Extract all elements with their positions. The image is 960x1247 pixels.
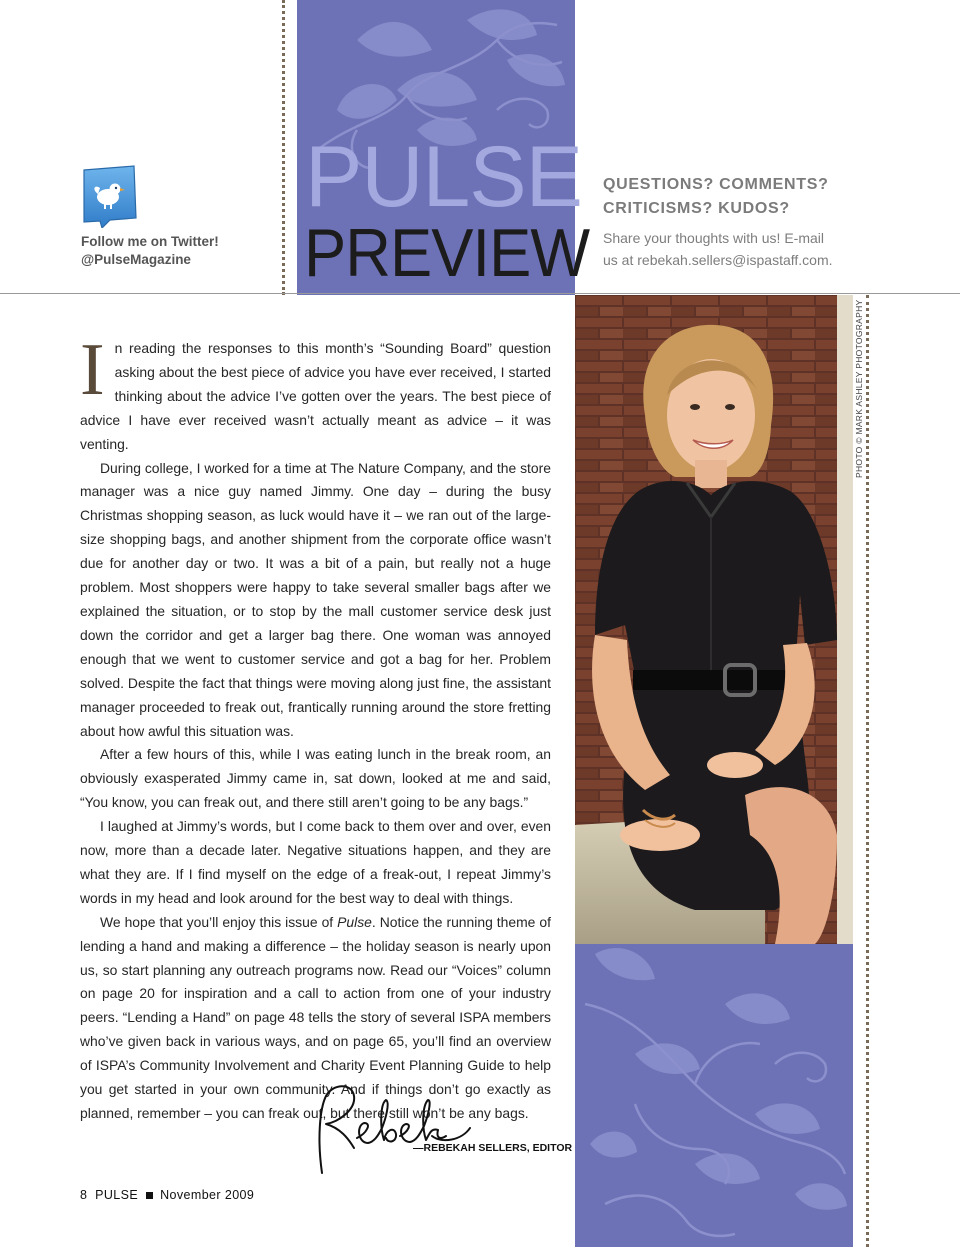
paragraph-text: . Notice the running theme of lending a hand and making a difference – the holiday season is nearly upon us, so start planning any outreach programs now. Read our “Voices” column on page 20 for inspiration and a call to action from one of your industry peers. “Lending a Hand” on page 48 tells the story of several ISPA members who’ve given back in various ways, and on page 65, you’ll find an overview of ISPA’s Community Involvement and Charity Event Planning Guide to help you get started in your own community. And if things don’t go exactly as planned, remember – you can freak out, but there still won’t be any bags. — [80, 913, 551, 1121]
questions-heading: QUESTIONS? COMMENTS? — [603, 176, 829, 193]
paragraph — [80, 329, 551, 457]
paragraph: I laughed at Jimmy’s words, but I come back to them over and over, even now, more than a decade later. Negative situations happen, and they are what they are. If I find myself on the edge of a freak-out, I repeat Jimmy’s words in my head and look around for the best way to deal with things. — [80, 818, 551, 906]
twitter-bird-icon[interactable] — [80, 164, 138, 228]
square-bullet-icon — [146, 1192, 153, 1199]
photo-credit: PHOTO © MARK ASHLEY PHOTOGRAPHY — [854, 299, 864, 478]
editor-signature — [312, 1078, 472, 1178]
decorative-panel — [575, 944, 853, 1247]
page-footer — [80, 1188, 254, 1202]
floral-decoration — [575, 944, 853, 1247]
footer-issue: November 2009 — [160, 1188, 255, 1202]
magazine-title: PULSE — [305, 129, 583, 225]
paragraph-text: We hope that you’ll enjoy this issue of — [100, 913, 338, 930]
magazine-name-italic: Pulse — [337, 913, 372, 930]
dotted-divider — [866, 295, 869, 1247]
editor-letter — [80, 329, 551, 1126]
paragraph-text: n reading the responses to this month’s “Sounding Board” question asking about the best piece of advice you have ever received, I started thinking about the advice I’ve gotten over the years. The best piece of advice I have ever received wasn’t actually meant as advice – it was venting. — [80, 340, 551, 452]
footer-magazine: PULSE — [95, 1188, 139, 1202]
twitter-follow-text: Follow me on Twitter! — [81, 234, 219, 249]
questions-body: Share your thoughts with us! E-mail — [603, 230, 824, 246]
questions-heading: CRITICISMS? KUDOS? — [603, 200, 790, 217]
drop-cap: I — [80, 329, 105, 411]
twitter-handle[interactable]: @PulseMagazine — [81, 252, 191, 267]
paragraph: During college, I worked for a time at The Nature Company, and the store manager was a nice guy named Jimmy. One day – during the busy Christmas shopping season, as luck would have it – we ran out of the large-size shopping bags, and another shipment from the corporate office wasn’t due for another day or two. It was a bit of a pain, but really not a huge problem. Most shoppers were happy to take several smaller bags after we explained the situation, or to stop by the mall customer service desk just down the corridor and get a larger bag there. One woman was annoyed enough that we went to customer service and got a bag for her. Problem solved. Despite the fact that things were moving along just fine, the assistant manager proceeded to freak out, frantically running around the store fretting about how awful this situation was. — [80, 459, 551, 739]
dotted-divider — [282, 0, 285, 295]
horizontal-rule — [0, 293, 960, 294]
section-title: PREVIEW — [304, 215, 590, 291]
questions-email[interactable]: us at rebekah.sellers@ispastaff.com. — [603, 252, 833, 268]
editor-photo — [575, 295, 853, 944]
paragraph: After a few hours of this, while I was eating lunch in the break room, an obviously exasperated Jimmy came in, sat down, looked at me and said, “You know, you can freak out, and there still aren’t going to be any bags.” — [80, 746, 551, 811]
page-number: 8 — [80, 1188, 88, 1202]
editor-name: —REBEKAH SELLERS, EDITOR — [413, 1142, 573, 1154]
